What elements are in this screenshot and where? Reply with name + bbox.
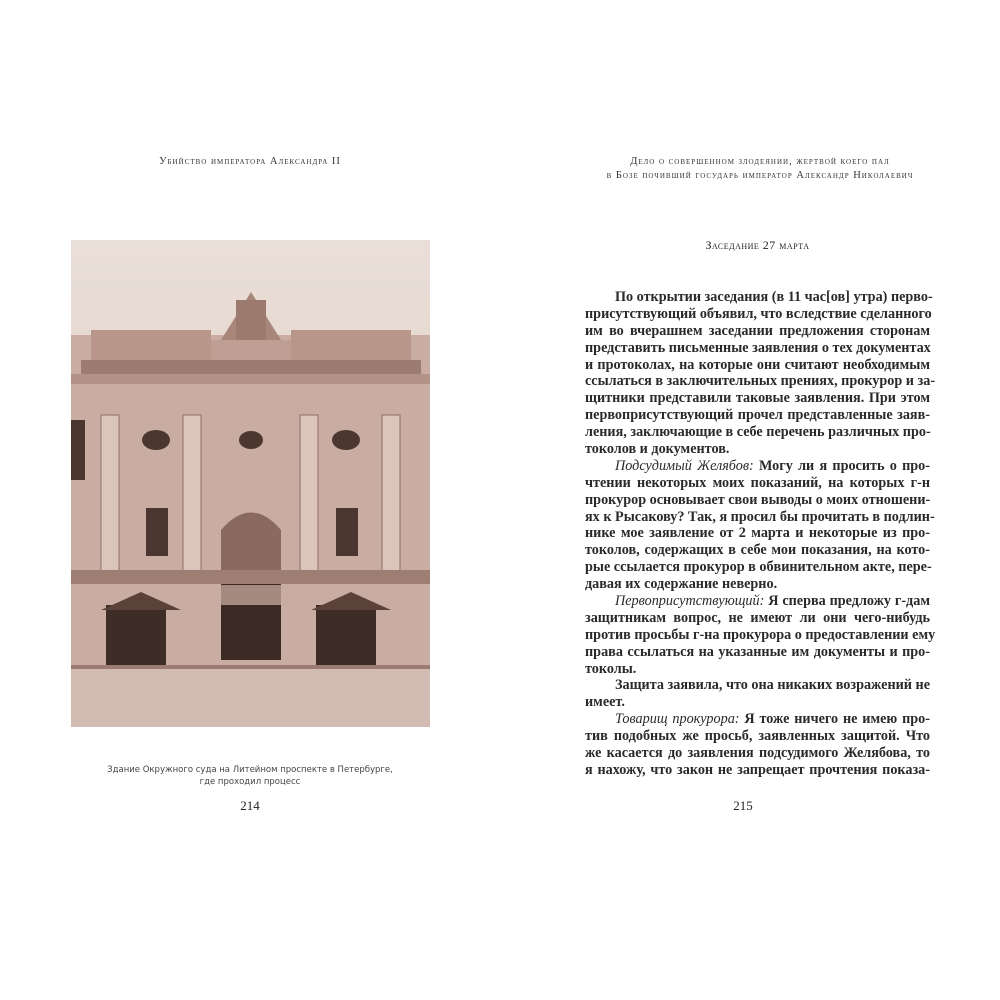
photo-caption-line: где проходил процесс (199, 777, 301, 787)
line-text: права ссылаться на указанные им документы и про- (585, 643, 930, 660)
speaker-label: Подсудимый Желябов: (615, 457, 754, 474)
text-line (585, 357, 930, 374)
line-text: ях к Рысакову? Так, я просил бы прочитать в подлин- (585, 508, 935, 525)
text-line (585, 441, 930, 458)
text-line (585, 745, 930, 762)
line-text: же касается до заявления подсудимого Желябова, то (585, 745, 930, 762)
text-line (585, 373, 936, 390)
text-line (585, 576, 930, 593)
line-text: ссылаться в заключительных прениях, прокурор и за- (585, 373, 936, 390)
photo-caption (90, 764, 410, 788)
text-line (585, 559, 930, 576)
line-text: токолы. (585, 660, 637, 677)
text-line (585, 762, 930, 779)
running-head-left: Убийство императора Александра II (159, 156, 341, 167)
line-text: и протоколах, на которые они считают необходимым (585, 356, 930, 373)
line-text: Я тоже ничего не имею про- (739, 711, 930, 728)
line-text: нике мое заявление от 2 марта и некоторые из про- (585, 525, 930, 542)
body-text (585, 289, 936, 779)
text-line (585, 492, 930, 509)
text-line (585, 711, 930, 728)
line-text: прокурор основывает свои выводы о моих отношени- (585, 491, 931, 508)
line-text: первоприсутствующий прочел представленные заяв- (585, 407, 930, 424)
line-text: тив подобных же просьб, заявленных защитой. Что (585, 728, 930, 745)
text-line (585, 677, 930, 694)
running-head-right (570, 155, 950, 183)
text-line (585, 542, 930, 559)
text-line (585, 694, 930, 711)
text-line (585, 458, 930, 475)
text-line (585, 306, 930, 323)
speaker-label: Товарищ прокурора: (615, 711, 740, 728)
line-text: токолов, содержащих в себе мои показания, на кото- (585, 542, 930, 559)
line-text: рые ссылается прокурор в обвинительном акте, пере- (585, 559, 932, 576)
line-text: ления, заключающие в себе перечень различных про- (585, 424, 931, 441)
line-text: я нахожу, что закон не запрещает прочтения показа- (585, 761, 930, 778)
text-line (585, 323, 930, 340)
running-head-line: в Бозе почивший государь император Александр Николаевич (606, 170, 914, 181)
line-text: чтении некоторых моих показаний, на которых г-н (585, 474, 930, 491)
line-text: Могу ли я просить о про- (753, 457, 930, 474)
text-line (585, 289, 933, 306)
text-line (585, 610, 930, 627)
line-text: По открытии заседания (в 11 час[ов] утра) перво- (615, 289, 933, 305)
text-line (585, 644, 930, 661)
page-number-left: 214 (240, 798, 260, 813)
line-text: представить письменные заявления о тех документах (585, 339, 931, 356)
speaker-label: Первоприсутствующий: (615, 593, 765, 610)
text-line (585, 626, 936, 644)
line-text: щитники представили таковые заявления. При этом (585, 390, 930, 407)
line-text: Я сперва предложу г-дам (764, 593, 930, 610)
court-building-photo (71, 240, 430, 727)
line-text: токолов и документов. (585, 441, 730, 458)
line-text: защитникам вопрос, не имеют ли они чего-нибудь (585, 609, 930, 626)
line-text: им во вчерашнем заседании предложения сторонам (585, 322, 930, 339)
line-text: присутствующий объявил, что вследствие сделанного (585, 305, 932, 322)
text-line (585, 508, 935, 526)
text-line (585, 661, 930, 678)
text-line (585, 340, 930, 357)
text-line (585, 525, 930, 542)
text-line (585, 728, 930, 745)
line-text: имеет. (585, 694, 625, 711)
line-text: давая их содержание неверно. (585, 576, 778, 593)
line-text: Защита заявила, что она никаких возражений не (615, 677, 930, 694)
section-title: Заседание 27 марта (705, 238, 810, 252)
page-number-right: 215 (733, 798, 753, 813)
running-head-line: Дело о совершенном злодеянии, жертвой коего пал (630, 156, 890, 167)
line-text: против просьбы г-на прокурора о предоставлении ему (585, 626, 936, 643)
text-line (585, 390, 930, 407)
text-line (585, 407, 930, 424)
text-line (585, 424, 930, 441)
photo-caption-line: Здание Окружного суда на Литейном проспекте в Петербурге, (107, 765, 393, 775)
text-line (585, 593, 930, 610)
text-line (585, 475, 930, 492)
